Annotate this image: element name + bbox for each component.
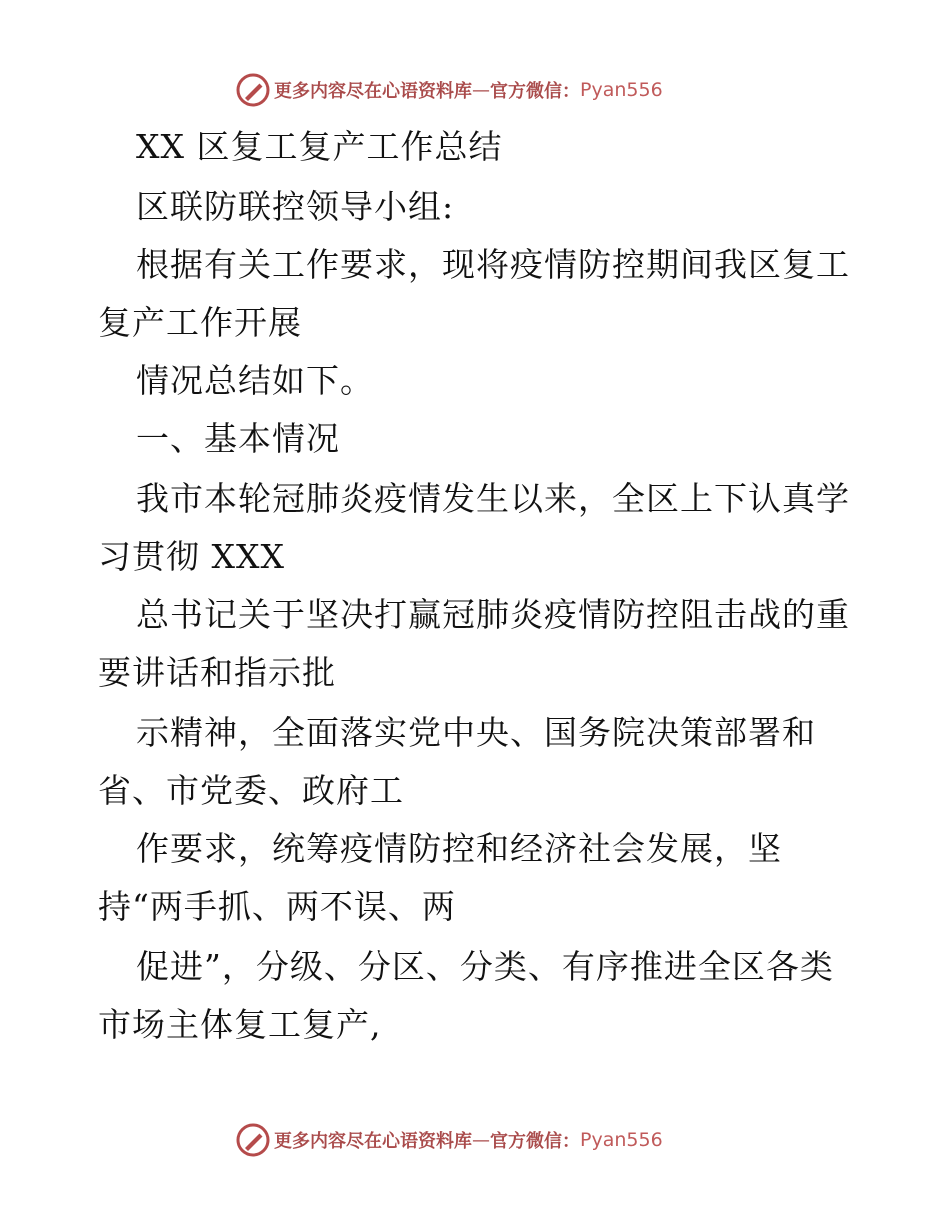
- paragraph-line: 总书记关于坚决打赢冠肺炎疫情防控阻击战的重: [136, 595, 850, 634]
- watermark-separator: —: [472, 79, 490, 101]
- watermark-separator: —: [472, 1129, 490, 1151]
- paragraph-line: 省、市党委、政府工: [98, 771, 404, 810]
- quill-logo-icon: [236, 73, 270, 107]
- paragraph-line: 根据有关工作要求，现将疫情防控期间我区复工: [136, 245, 850, 284]
- addressee-line: 区联防联控领导小组:: [136, 187, 455, 226]
- watermark-wechat-id: Pyan556: [580, 79, 663, 101]
- paragraph-line: 示精神，全面落实党中央、国务院决策部署和: [136, 713, 816, 752]
- paragraph-line: 复产工作开展: [98, 303, 302, 342]
- paragraph-line: 市场主体复工复产,: [98, 1005, 382, 1044]
- paragraph-line: 作要求，统筹疫情防控和经济社会发展，坚: [136, 829, 782, 868]
- watermark-wechat-label: 官方微信：: [490, 81, 580, 102]
- paragraph-line: 持“两手抓、两不误、两: [98, 887, 456, 926]
- watermark-text: 更多内容尽在心语资料库: [274, 1131, 472, 1152]
- paragraph-line: 习贯彻 XXX: [98, 537, 285, 576]
- watermark-wechat-id: Pyan556: [580, 1129, 663, 1151]
- watermark-wechat-label: 官方微信：: [490, 1131, 580, 1152]
- watermark-banner-bottom: [236, 1122, 663, 1158]
- document-title: XX 区复工复产工作总结: [136, 127, 503, 166]
- paragraph-line: 情况总结如下。: [136, 361, 374, 400]
- watermark-text: 更多内容尽在心语资料库: [274, 81, 472, 102]
- paragraph-line: 我市本轮冠肺炎疫情发生以来，全区上下认真学: [136, 479, 850, 518]
- paragraph-line: 要讲话和指示批: [98, 653, 336, 692]
- quill-logo-icon: [236, 1123, 270, 1157]
- section-heading: 一、基本情况: [136, 419, 340, 458]
- paragraph-line: 促进”，分级、分区、分类、有序推进全区各类: [136, 947, 834, 986]
- watermark-banner-top: [236, 72, 663, 108]
